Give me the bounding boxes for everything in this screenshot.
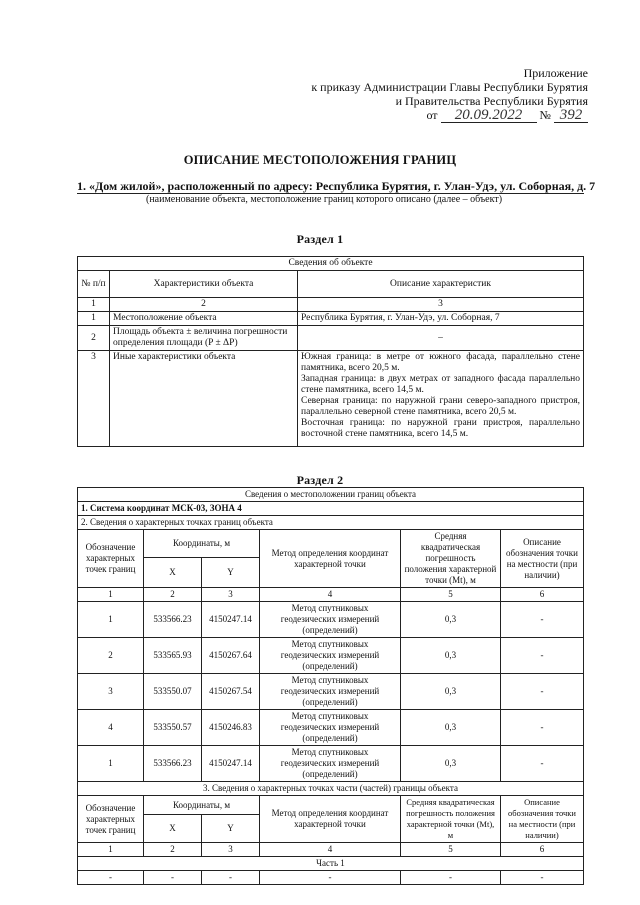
point-method: Метод спутниковых геодезических измерений (определений) (260, 602, 401, 638)
appendix-date: 20.09.2022 (441, 108, 537, 123)
point-method: Метод спутниковых геодезических измерений (определений) (260, 710, 401, 746)
date-prefix: от (426, 108, 438, 122)
p-col-coords-header: Координаты, м (144, 796, 260, 815)
table-row (78, 638, 584, 674)
col-desc-header: Описание обозначения точки на местности (при наличии) (501, 530, 584, 588)
p-col-point-header: Обозначение характерных точек границ (78, 796, 144, 843)
row-name: Иные характеристики объекта (110, 351, 298, 447)
section1-header: Сведения об объекте (78, 257, 584, 271)
p-col-desc-header: Описание обозначения точки на местности (при наличии) (501, 796, 584, 843)
idx-cell: 2 (144, 843, 202, 857)
col-num-header: № п/п (78, 271, 110, 298)
object-caption: (наименование объекта, местоположение границ которого описано (далее – объект) (146, 194, 503, 205)
point-x: 533566.23 (144, 746, 202, 782)
row-num: 1 (78, 312, 110, 326)
table-row (78, 326, 584, 351)
part-cell: - (401, 871, 501, 885)
point-id: 4 (78, 710, 144, 746)
point-id: 2 (78, 638, 144, 674)
idx-cell: 3 (202, 843, 260, 857)
row-desc (298, 351, 584, 447)
idx-cell: 5 (401, 843, 501, 857)
point-x: 533550.57 (144, 710, 202, 746)
idx-cell: 6 (501, 843, 584, 857)
point-mt: 0,3 (401, 602, 501, 638)
point-id: 1 (78, 602, 144, 638)
parts-header: 3. Сведения о характерных точках части (частей) границы объекта (78, 782, 584, 796)
point-id: 3 (78, 674, 144, 710)
east-border: Восточная граница: по наружной грани пристроя, параллельно восточной стене памятника, всего 14,5 м. (301, 418, 580, 439)
point-mt: 0,3 (401, 674, 501, 710)
p-col-method-header: Метод определения координат характерной точки (260, 796, 401, 843)
points-header: 2. Сведения о характерных точках границ объекта (78, 516, 584, 530)
col-y-header: Y (202, 558, 260, 588)
point-desc: - (501, 710, 584, 746)
point-y: 4150246.83 (202, 710, 260, 746)
p-col-y-header: Y (202, 815, 260, 843)
appendix-line-3: и Правительства Республики Бурятия (395, 94, 588, 108)
point-y: 4150247.14 (202, 746, 260, 782)
row-desc: – (298, 326, 584, 351)
point-x: 533566.23 (144, 602, 202, 638)
point-desc: - (501, 638, 584, 674)
point-x: 533565.93 (144, 638, 202, 674)
col-error-header: Средняя квадратическая погрешность положения характерной точки (Mt), м (401, 530, 501, 588)
appendix-date-line (426, 108, 588, 123)
p-col-x-header: X (144, 815, 202, 843)
part-cell: - (78, 871, 144, 885)
idx-cell: 1 (78, 843, 144, 857)
appendix-number: 392 (554, 108, 588, 123)
idx-cell: 1 (78, 298, 110, 312)
row-num: 2 (78, 326, 110, 351)
row-name: Местоположение объекта (110, 312, 298, 326)
row-desc: Республика Бурятия, г. Улан-Удэ, ул. Соборная, 7 (298, 312, 584, 326)
p-col-error-header: Средняя квадратическая погрешность положения характерной точки (Mt), м (401, 796, 501, 843)
point-method: Метод спутниковых геодезических измерений (определений) (260, 638, 401, 674)
part-cell: - (501, 871, 584, 885)
west-border: Западная граница: в двух метрах от западного фасада параллельно стене памятника, всего 14,5 м. (301, 374, 580, 395)
idx-cell: 1 (78, 588, 144, 602)
section2-title: Раздел 2 (296, 473, 344, 487)
col-char-header: Характеристики объекта (110, 271, 298, 298)
point-method: Метод спутниковых геодезических измерений (определений) (260, 674, 401, 710)
section1-title: Раздел 1 (296, 232, 344, 246)
point-method: Метод спутниковых геодезических измерений (определений) (260, 746, 401, 782)
section2-table (77, 487, 584, 885)
point-x: 533550.07 (144, 674, 202, 710)
point-desc: - (501, 674, 584, 710)
appendix-line-1: Приложение (523, 66, 588, 80)
idx-cell: 3 (202, 588, 260, 602)
idx-cell: 3 (298, 298, 584, 312)
table-row (78, 710, 584, 746)
section1-table (77, 256, 584, 447)
object-line: 1. «Дом жилой», расположенный по адресу: Республика Бурятия, г. Улан-Удэ, ул. Соборная, д. 7 (77, 179, 596, 193)
point-mt: 0,3 (401, 638, 501, 674)
table-row (78, 674, 584, 710)
point-y: 4150247.14 (202, 602, 260, 638)
col-coords-header: Координаты, м (144, 530, 260, 558)
point-desc: - (501, 746, 584, 782)
row-num: 3 (78, 351, 110, 447)
row-name: Площадь объекта ± величина погрешности определения площади (P ± ΔP) (110, 326, 298, 351)
number-prefix: № (539, 108, 551, 122)
point-y: 4150267.54 (202, 674, 260, 710)
point-id: 1 (78, 746, 144, 782)
part-cell: - (260, 871, 401, 885)
north-border: Северная граница: по наружной грани северо-западного пристроя, параллельно северной стене памятника, всего 20,5 м. (301, 396, 580, 417)
table-row (78, 602, 584, 638)
point-mt: 0,3 (401, 746, 501, 782)
part-cell: - (202, 871, 260, 885)
south-border: Южная граница: в метре от южного фасада, параллельно стене памятника, всего 20,5 м. (301, 352, 580, 373)
col-desc-header: Описание характеристик (298, 271, 584, 298)
col-point-header: Обозначение характерных точек границ (78, 530, 144, 588)
idx-cell: 4 (260, 843, 401, 857)
table-row (78, 312, 584, 326)
table-row (78, 871, 584, 885)
col-method-header: Метод определения координат характерной точки (260, 530, 401, 588)
point-mt: 0,3 (401, 710, 501, 746)
section2-header: Сведения о местоположении границ объекта (78, 488, 584, 502)
part-cell: - (144, 871, 202, 885)
point-desc: - (501, 602, 584, 638)
idx-cell: 5 (401, 588, 501, 602)
idx-cell: 6 (501, 588, 584, 602)
table-row (78, 746, 584, 782)
idx-cell: 4 (260, 588, 401, 602)
col-x-header: X (144, 558, 202, 588)
coord-system: 1. Система координат МСК-03, ЗОНА 4 (78, 502, 584, 516)
part-label: Часть 1 (78, 857, 584, 871)
appendix-line-2: к приказу Администрации Главы Республики Бурятия (311, 80, 588, 94)
point-y: 4150267.64 (202, 638, 260, 674)
idx-cell: 2 (144, 588, 202, 602)
idx-cell: 2 (110, 298, 298, 312)
page-title: ОПИСАНИЕ МЕСТОПОЛОЖЕНИЯ ГРАНИЦ (183, 153, 457, 167)
table-row (78, 351, 584, 447)
